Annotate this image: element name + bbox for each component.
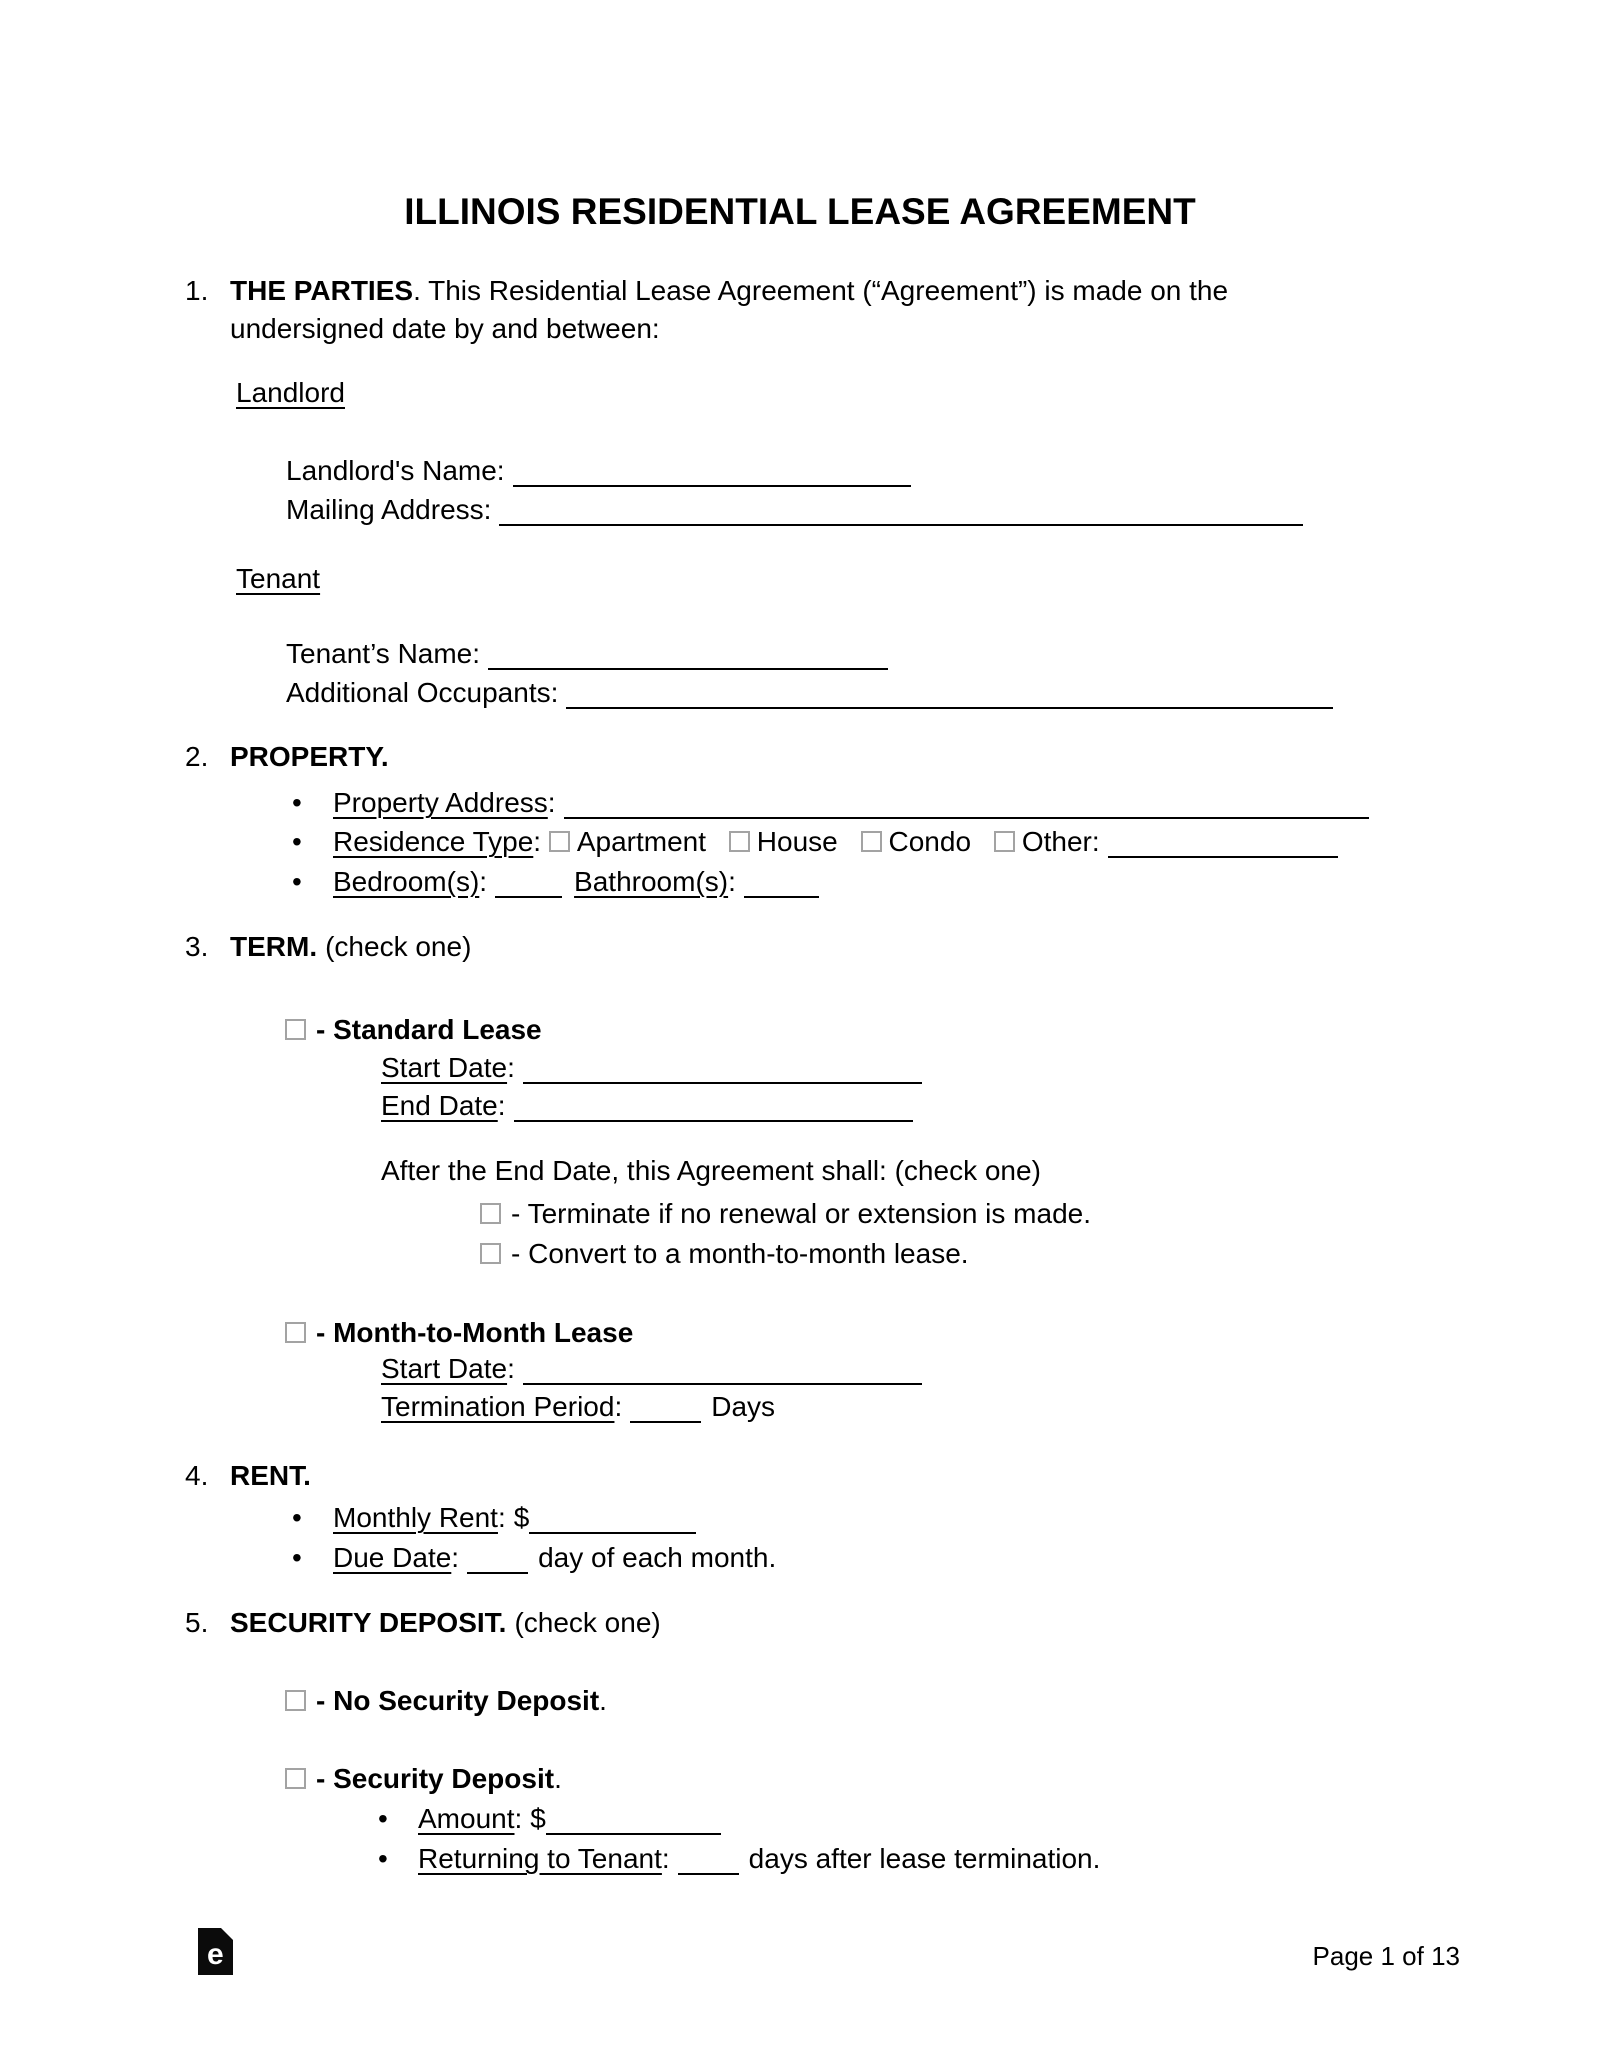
deposit-amount-currency: $ — [530, 1803, 546, 1834]
m2m-start-date-label: Start Date — [381, 1353, 508, 1384]
tenant-group-label: Tenant — [236, 563, 321, 594]
bedrooms-label: Bedroom(s) — [333, 866, 480, 897]
standard-lease-label: - Standard Lease — [316, 1014, 542, 1045]
section-term-number: 3. — [185, 931, 209, 962]
section-parties-intro-line1 — [185, 274, 1228, 308]
standard-end-date-label: End Date — [381, 1090, 498, 1121]
mailing-address-label: Mailing Address — [286, 494, 484, 525]
security-deposit-check-one-note: (check one) — [514, 1607, 661, 1638]
bathrooms-label: Bathroom(s) — [574, 866, 729, 897]
monthly-rent-currency: $ — [513, 1502, 530, 1533]
standard-start-date-label: Start Date — [381, 1052, 508, 1083]
condo-checkbox[interactable] — [861, 831, 882, 852]
additional-occupants-label: Additional Occupants — [286, 677, 551, 708]
tenant-name-label: Tenant’s Name — [286, 638, 473, 669]
bathrooms-input-line[interactable] — [744, 876, 819, 898]
house-option-label: House — [756, 826, 838, 857]
no-security-deposit-option: - No Security Deposit. — [285, 1684, 607, 1718]
returning-to-tenant-label: Returning to Tenant — [418, 1843, 662, 1874]
section-property-heading: 2. PROPERTY. — [185, 741, 389, 772]
security-deposit-checkbox[interactable] — [285, 1768, 306, 1789]
tenant-name-field: Tenant’s Name: — [286, 637, 888, 671]
page-number-label: Page 1 of 13 — [1312, 1941, 1460, 1971]
eforms-logo — [198, 1928, 233, 1982]
apartment-checkbox[interactable] — [549, 831, 570, 852]
terminate-checkbox[interactable] — [480, 1203, 501, 1224]
section-parties-heading: THE PARTIES — [230, 275, 414, 306]
condo-option-label: Condo — [888, 826, 972, 857]
monthly-rent-label: Monthly Rent — [333, 1502, 498, 1533]
returning-to-tenant-field: • Returning to Tenant: days after lease termination. — [378, 1843, 1101, 1874]
section-parties-number: 1. — [185, 275, 209, 306]
apartment-option-label: Apartment — [576, 826, 707, 857]
due-date-field: • Due Date: day of each month. — [292, 1542, 777, 1573]
section-parties-intro-line2: undersigned date by and between: — [230, 313, 660, 344]
bullet-icon: • — [292, 1502, 302, 1533]
no-security-deposit-checkbox[interactable] — [285, 1690, 306, 1711]
convert-option — [480, 1237, 969, 1271]
section-parties-intro-rest: . This Residential Lease Agreement (“Agreement”) is made on the — [413, 275, 1229, 306]
no-security-deposit-label: - No Security Deposit — [316, 1685, 600, 1716]
other-residence-input-line[interactable] — [1108, 836, 1338, 858]
other-option-label: Other — [1021, 826, 1092, 857]
bullet-icon: • — [292, 787, 302, 818]
returning-to-tenant-after-text: days after lease termination. — [748, 1843, 1101, 1874]
house-checkbox[interactable] — [729, 831, 750, 852]
section-security-deposit-number: 5. — [185, 1607, 209, 1638]
monthly-rent-input-line[interactable] — [529, 1512, 696, 1534]
deposit-amount-input-line[interactable] — [546, 1813, 721, 1835]
after-end-date-note: After the End Date, this Agreement shall: (check one) — [381, 1155, 1041, 1186]
termination-period-label: Termination Period — [381, 1391, 615, 1422]
property-address-input-line[interactable] — [564, 797, 1369, 819]
residence-type-label: Residence Type — [333, 826, 534, 857]
security-deposit-label: - Security Deposit — [316, 1763, 555, 1794]
landlord-name-field: Landlord's Name: — [286, 454, 911, 488]
standard-end-date-field: End Date: — [381, 1089, 913, 1123]
bullet-icon: • — [378, 1843, 388, 1874]
document-page-icon — [198, 1928, 233, 1975]
security-deposit-option: - Security Deposit. — [285, 1762, 562, 1796]
bullet-icon: • — [292, 866, 302, 897]
termination-period-field: Termination Period: Days — [381, 1391, 776, 1422]
landlord-name-label: Landlord's Name — [286, 455, 497, 486]
standard-start-date-field: Start Date: — [381, 1051, 922, 1085]
mailing-address-input-line[interactable] — [499, 504, 1303, 526]
section-rent-heading: 4. RENT. — [185, 1460, 311, 1491]
month-to-month-checkbox[interactable] — [285, 1322, 306, 1343]
m2m-start-date-field: Start Date: — [381, 1352, 922, 1386]
standard-start-date-input-line[interactable] — [523, 1062, 922, 1084]
due-date-input-line[interactable] — [467, 1552, 528, 1574]
bedrooms-bathrooms-field: • Bedroom(s): Bathroom(s): — [292, 865, 819, 899]
logo-letter: e — [207, 1938, 224, 1971]
bullet-icon: • — [292, 1542, 302, 1573]
term-check-one-note: (check one) — [325, 931, 472, 962]
termination-period-input-line[interactable] — [630, 1401, 701, 1423]
standard-end-date-input-line[interactable] — [514, 1100, 913, 1122]
other-checkbox[interactable] — [994, 831, 1015, 852]
deposit-amount-field: • Amount: $ — [378, 1802, 721, 1836]
bedrooms-input-line[interactable] — [495, 876, 562, 898]
returning-to-tenant-input-line[interactable] — [678, 1853, 739, 1875]
terminate-option-label: - Terminate if no renewal or extension is made. — [511, 1198, 1091, 1229]
bullet-icon: • — [292, 826, 302, 857]
convert-checkbox[interactable] — [480, 1243, 501, 1264]
landlord-mailing-address-field: Mailing Address: — [286, 493, 1303, 527]
terminate-option — [480, 1197, 1091, 1231]
residence-type-field: • Residence Type: Apartment House Condo Other: — [292, 825, 1338, 859]
landlord-name-input-line[interactable] — [513, 465, 911, 487]
section-term-heading: 3. TERM. (check one) — [185, 931, 472, 962]
document-title: ILLINOIS RESIDENTIAL LEASE AGREEMENT — [404, 191, 1196, 232]
section-rent-number: 4. — [185, 1460, 209, 1491]
month-to-month-label: - Month-to-Month Lease — [316, 1317, 634, 1348]
due-date-label: Due Date — [333, 1542, 452, 1573]
termination-period-after-text: Days — [711, 1391, 776, 1422]
property-address-field: • Property Address: — [292, 786, 1369, 820]
month-to-month-option — [285, 1316, 633, 1350]
additional-occupants-input-line[interactable] — [566, 687, 1333, 709]
due-date-after-text: day of each month. — [538, 1542, 777, 1573]
monthly-rent-field: • Monthly Rent: $ — [292, 1501, 696, 1535]
deposit-amount-label: Amount — [418, 1803, 515, 1834]
section-security-deposit-heading: 5. SECURITY DEPOSIT. (check one) — [185, 1607, 661, 1638]
standard-lease-checkbox[interactable] — [285, 1019, 306, 1040]
convert-option-label: - Convert to a month-to-month lease. — [511, 1238, 969, 1269]
tenant-name-input-line[interactable] — [488, 648, 888, 670]
landlord-group-label: Landlord — [236, 377, 345, 408]
section-property-number: 2. — [185, 741, 209, 772]
m2m-start-date-input-line[interactable] — [523, 1363, 922, 1385]
additional-occupants-field: Additional Occupants: — [286, 676, 1333, 710]
standard-lease-option — [285, 1013, 542, 1047]
bullet-icon: • — [378, 1803, 388, 1834]
property-address-label: Property Address — [333, 787, 548, 818]
